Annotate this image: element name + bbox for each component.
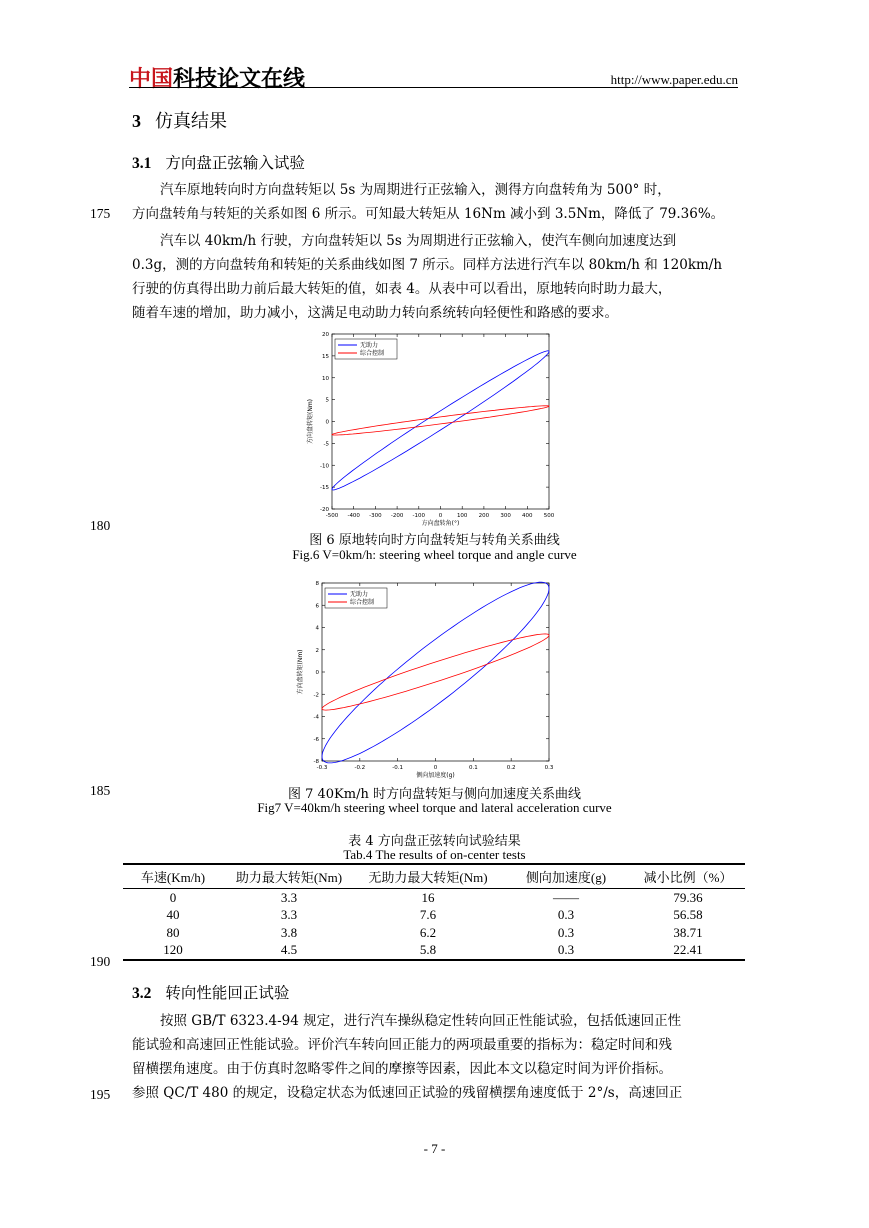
table-header-cell: 侧向加速度(g) xyxy=(501,864,631,889)
y-tick-label: -15 xyxy=(320,485,329,492)
table-cell: 0 xyxy=(169,889,177,905)
x-tick-label: 500 xyxy=(543,513,555,519)
plot-frame xyxy=(332,334,549,509)
y-tick-label: 10 xyxy=(322,375,329,382)
y-tick-label: -10 xyxy=(320,463,329,470)
results-table xyxy=(123,863,745,961)
y-axis-label: 方向盘转矩(Nm) xyxy=(297,649,304,695)
subsection-heading-3-2: 3.2 转向性能回正试验 xyxy=(132,984,290,1002)
table-cell: 0.3 xyxy=(557,924,575,940)
y-tick-label: -6 xyxy=(313,736,319,743)
x-tick-label: -0.1 xyxy=(392,765,404,771)
legend-label: 综合控制 xyxy=(360,350,385,358)
x-tick-label: 0.3 xyxy=(544,765,554,771)
x-tick-label: -100 xyxy=(412,513,426,519)
x-axis-label: 侧向加速度(g) xyxy=(416,772,455,779)
table-cell: 6.2 xyxy=(419,924,437,940)
paragraph-3: 按照 GB/T 6323.4-94 规定，进行汽车操纵稳定性转向回正性能试验，包括低速回正性 能试验和高速回正性能试验。评价汽车转向回正能力的两项最重要的指标为：稳定时间和残 留横摆角速度。由于仿真时忽略零件之间的摩擦等因素，因此本文以稳定时间为评价指标。 参照 QC/T 480 的规定，设稳定状态为低速回正试验的残留横摆角速度低于 2°/s，高速回正 xyxy=(132,1013,683,1101)
line-number: 190 xyxy=(90,954,111,969)
line-number: 195 xyxy=(90,1087,111,1102)
y-tick-label: 0 xyxy=(325,419,329,426)
table-cell: 120 xyxy=(123,942,223,961)
y-axis-label: 方向盘转矩(Nm) xyxy=(307,398,314,445)
plot-frame xyxy=(322,583,549,761)
table-row xyxy=(123,942,745,961)
table-cell: 5.8 xyxy=(355,942,501,961)
table-header-cell: 减小比例（%） xyxy=(631,864,745,889)
table-cell: 79.36 xyxy=(673,889,703,905)
table-cell: 22.41 xyxy=(631,942,745,961)
line-number: 175 xyxy=(90,206,111,221)
table-row xyxy=(123,907,745,925)
section-heading: 3 仿真结果 xyxy=(132,111,227,132)
table-4-title-en: Tab.4 The results of on-center tests xyxy=(343,847,526,862)
x-tick-label: 100 xyxy=(456,513,468,519)
table-cell: 0.3 xyxy=(557,907,575,923)
x-tick-label: 0 xyxy=(433,765,438,771)
journal-logo: 中国科技论文在线 xyxy=(129,67,306,92)
y-tick-label: 8 xyxy=(315,581,319,587)
y-tick-label: -5 xyxy=(323,441,329,448)
table-header-cell: 无助力最大转矩(Nm) xyxy=(355,864,501,889)
x-tick-label: 200 xyxy=(478,513,490,519)
header-url[interactable]: http://www.paper.edu.cn xyxy=(610,72,738,87)
y-tick-label: 6 xyxy=(315,603,319,610)
table-cell: 0.3 xyxy=(501,942,631,961)
x-axis-label: 方向盘转角(°) xyxy=(421,520,460,527)
x-tick-label: -0.3 xyxy=(316,765,328,771)
table-cell: 56.58 xyxy=(673,907,703,923)
line-number: 180 xyxy=(90,518,111,533)
legend-label: 无助力 xyxy=(350,591,369,599)
y-tick-label: 4 xyxy=(315,625,319,632)
paragraph-2: 汽车以 40km/h 行驶，方向盘转矩以 5s 为周期进行正弦输入，使汽车侧向加速度达到 0.3g，测的方向盘转角和转矩的关系曲线如图 7 所示。同样方法进行汽车以 80km/h 和 120km/h 行驶的仿真得出助力前后最大转矩的值，如表 4。从表中可以看出，原地转向时助力最大， 随着车速的增加，助力减小，这满足电动助力转向系统转向轻便性和路感的要求。 xyxy=(132,233,723,321)
figure-7-chart xyxy=(295,578,565,780)
x-tick-label: 300 xyxy=(500,513,511,519)
table-row xyxy=(123,924,745,942)
figure-6-caption-en: Fig.6 V=0km/h: steering wheel torque and angle curve xyxy=(292,547,577,562)
subsection-heading-3-1: 3.1 方向盘正弦输入试验 xyxy=(132,154,305,172)
x-tick-label: -500 xyxy=(325,513,339,519)
figure-6-chart xyxy=(295,328,565,528)
y-tick-label: 15 xyxy=(322,353,329,360)
x-tick-label: 0.1 xyxy=(468,765,478,771)
y-tick-label: 5 xyxy=(325,397,329,404)
table-cell: —— xyxy=(553,889,579,905)
table-cell: 4.5 xyxy=(223,942,355,961)
y-tick-label: 0 xyxy=(315,670,319,676)
y-tick-label: -4 xyxy=(313,714,319,721)
page-number: - 7 - xyxy=(423,1141,446,1156)
x-tick-label: -400 xyxy=(347,513,360,519)
table-cell: 3.8 xyxy=(280,924,298,940)
y-tick-label: 20 xyxy=(322,332,329,338)
x-tick-label: 0 xyxy=(438,513,443,519)
table-row xyxy=(123,889,745,907)
table-cell: 3.3 xyxy=(280,889,298,905)
line-number: 185 xyxy=(90,783,111,798)
table-4-title-zh: 表 4 方向盘正弦转向试验结果 xyxy=(348,834,521,849)
table-cell: 40 xyxy=(166,907,180,923)
figure-7-caption-en: Fig7 V=40km/h steering wheel torque and lateral acceleration curve xyxy=(257,800,612,815)
x-tick-label: 0.2 xyxy=(506,765,516,771)
y-tick-label: -8 xyxy=(313,759,319,765)
table-header-row xyxy=(123,864,745,889)
paragraph-1: 汽车原地转向时方向盘转矩以 5s 为周期进行正弦输入，测得方向盘转角为 500° 时， 方向盘转角与转矩的关系如图 6 所示。可知最大转矩从 16Nm 减小到 3.5Nm，降低了 79.36%。 xyxy=(132,182,725,222)
table-cell: 38.71 xyxy=(673,924,703,940)
x-tick-label: -200 xyxy=(390,513,404,519)
y-tick-label: -2 xyxy=(313,692,319,699)
x-tick-label: 400 xyxy=(522,513,533,519)
figure-7-caption-zh: 图 7 40Km/h 时方向盘转矩与侧向加速度关系曲线 xyxy=(287,787,581,802)
figure-6-caption-zh: 图 6 原地转向时方向盘转矩与转角关系曲线 xyxy=(309,533,560,548)
header-rule xyxy=(129,87,738,88)
table-cell: 7.6 xyxy=(419,907,437,923)
x-tick-label: -0.2 xyxy=(354,765,366,771)
table-cell: 3.3 xyxy=(280,907,298,923)
table-cell: 80 xyxy=(166,924,180,940)
y-tick-label: 2 xyxy=(315,647,319,654)
table-header-cell: 助力最大转矩(Nm) xyxy=(223,864,355,889)
x-tick-label: -300 xyxy=(369,513,382,519)
legend-label: 综合控制 xyxy=(350,599,375,607)
table-cell: 16 xyxy=(421,889,435,905)
legend-label: 无助力 xyxy=(360,342,379,350)
table-header-cell: 车速(Km/h) xyxy=(123,864,223,889)
y-tick-label: -20 xyxy=(320,507,329,513)
